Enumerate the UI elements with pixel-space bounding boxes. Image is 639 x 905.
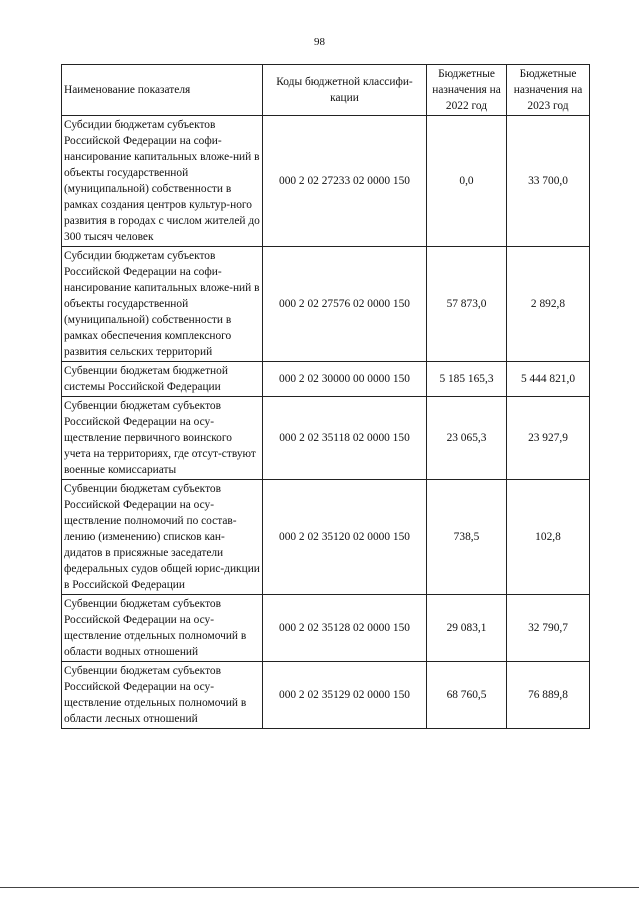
header-classification-code: Коды бюджетной классифи-кации: [263, 65, 427, 116]
table-row: [62, 595, 590, 662]
indicator-name: Субсидии бюджетам субъектов Российской Федерации на софи-нансирование капитальных вложе-ний в объекты государственной (муниципальной) собственности в рамках создания центров культур-ного развития в городах с числом жителей до 300 тысяч человек: [62, 116, 263, 247]
page-bottom-divider: [0, 887, 639, 888]
table-row: [62, 480, 590, 595]
header-budget-2022: Бюджетные назначения на 2022 год: [427, 65, 507, 116]
indicator-name: Субвенции бюджетам бюджетной системы Российской Федерации: [62, 362, 263, 397]
indicator-name: Субвенции бюджетам субъектов Российской Федерации на осу-ществление отдельных полномочий в области водных отношений: [62, 595, 263, 662]
table-row: [62, 397, 590, 480]
budget-2023-value: 23 927,9: [507, 397, 590, 480]
budget-2023-value: 32 790,7: [507, 595, 590, 662]
budget-2022-value: 0,0: [427, 116, 507, 247]
classification-code: 000 2 02 35118 02 0000 150: [263, 397, 427, 480]
budget-2023-value: 33 700,0: [507, 116, 590, 247]
table-row: [62, 116, 590, 247]
table-row: [62, 662, 590, 729]
budget-2022-value: 23 065,3: [427, 397, 507, 480]
budget-2022-value: 57 873,0: [427, 247, 507, 362]
table-row: [62, 362, 590, 397]
indicator-name: Субвенции бюджетам субъектов Российской Федерации на осу-ществление первичного воинского учета на территориях, где отсут-ствуют военные комиссариаты: [62, 397, 263, 480]
budget-2022-value: 68 760,5: [427, 662, 507, 729]
budget-2023-value: 2 892,8: [507, 247, 590, 362]
budget-2023-value: 102,8: [507, 480, 590, 595]
indicator-name: Субвенции бюджетам субъектов Российской Федерации на осу-ществление отдельных полномочий в области лесных отношений: [62, 662, 263, 729]
classification-code: 000 2 02 35120 02 0000 150: [263, 480, 427, 595]
indicator-name: Субсидии бюджетам субъектов Российской Федерации на софи-нансирование капитальных вложе-ний в объекты государственной (муниципальной) собственности в рамках обеспечения комплексного развития сельских территорий: [62, 247, 263, 362]
budget-2022-value: 738,5: [427, 480, 507, 595]
header-budget-2023: Бюджетные назначения на 2023 год: [507, 65, 590, 116]
classification-code: 000 2 02 35129 02 0000 150: [263, 662, 427, 729]
budget-2022-value: 29 083,1: [427, 595, 507, 662]
budget-2023-value: 5 444 821,0: [507, 362, 590, 397]
indicator-name: Субвенции бюджетам субъектов Российской Федерации на осу-ществление полномочий по состав-лению (изменению) списков кан-дидатов в присяжные заседатели федеральных судов общей юрис-дикции в Российской Федерации: [62, 480, 263, 595]
table-header-row: [62, 65, 590, 116]
classification-code: 000 2 02 30000 00 0000 150: [263, 362, 427, 397]
classification-code: 000 2 02 27576 02 0000 150: [263, 247, 427, 362]
classification-code: 000 2 02 27233 02 0000 150: [263, 116, 427, 247]
budget-2022-value: 5 185 165,3: [427, 362, 507, 397]
budget-table: [61, 64, 590, 729]
budget-2023-value: 76 889,8: [507, 662, 590, 729]
header-indicator-name: Наименование показателя: [62, 65, 263, 116]
table-row: [62, 247, 590, 362]
page-number: 98: [314, 36, 325, 48]
classification-code: 000 2 02 35128 02 0000 150: [263, 595, 427, 662]
